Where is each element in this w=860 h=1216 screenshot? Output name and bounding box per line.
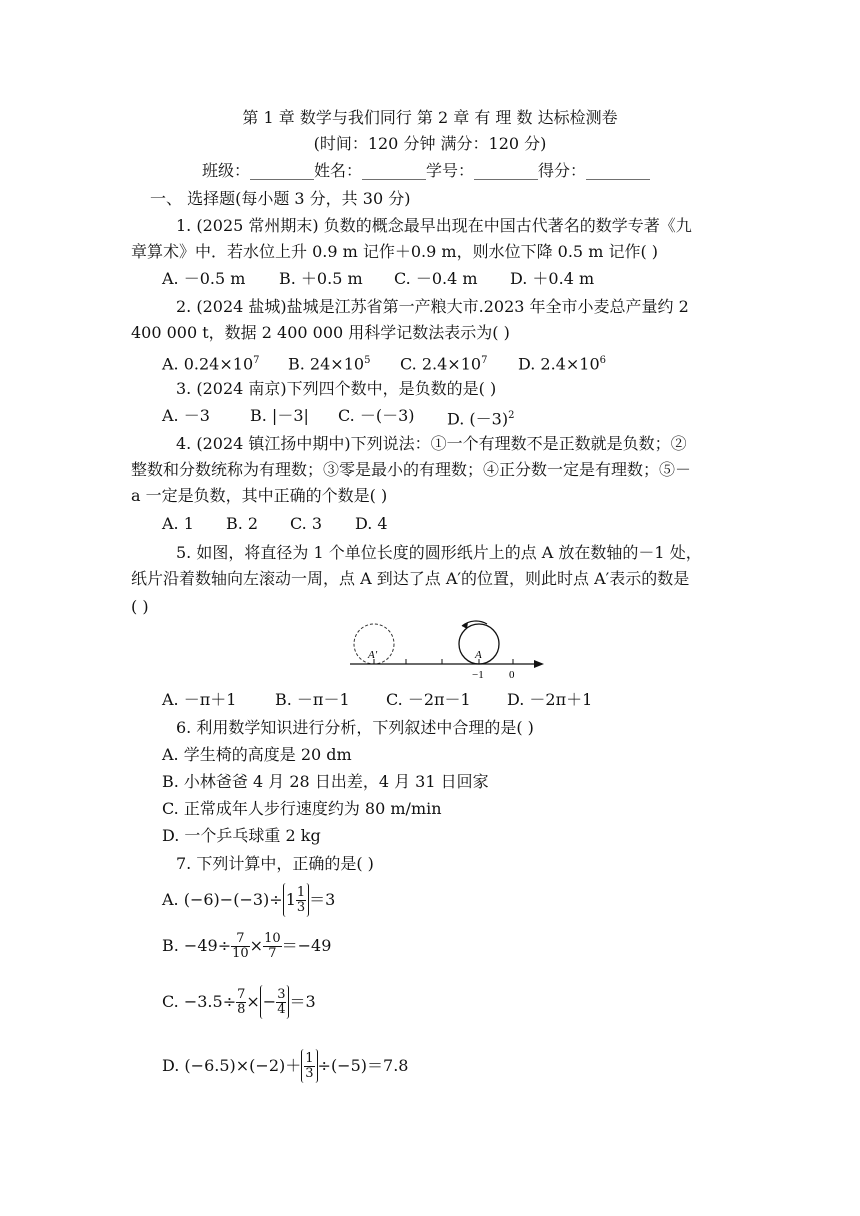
q6-option-b: B. 小林爸爸 4 月 28 日出差，4 月 31 日回家 [162, 772, 489, 791]
bracket-group: 1 $\frac{1}{3}$ [283, 883, 309, 917]
fraction: $\frac{7}{10}$ [232, 930, 249, 961]
label-a: A [475, 649, 482, 661]
q4-option-b: B. 2 [226, 514, 259, 533]
q2-line1: 2. (2024 盐城)盐城是江苏省第一产粮大市.2023 年全市小麦总产量约 2 [176, 297, 689, 316]
exam-subtitle: (时间：120 分钟 满分：120 分) [313, 134, 547, 153]
q7-option-c: C. −3.5÷ $\frac{7}{8}$ × − $\frac{3}{4}$ ＝3 [162, 980, 316, 1024]
q2-line2: 400 000 t，数据 2 400 000 用科学记数法表示为( ) [131, 323, 510, 342]
q7-option-a: A. (−6)−(−3)÷ 1 $\frac{1}{3}$ ＝3 [162, 878, 335, 922]
q2-option-d: D. $2.4\times 10^6$ [518, 354, 607, 374]
q5-option-c: C. －2π－1 [386, 690, 471, 709]
axis-arrow-icon [534, 660, 544, 668]
q1-option-b: B. ＋0.5 m [279, 269, 363, 288]
q3-option-d: D. $(-3)^2$ [447, 409, 515, 429]
q1-option-d: D. ＋0.4 m [510, 269, 595, 288]
student-info-line: 班级：________姓名：________学号：________得分：________ [202, 161, 651, 180]
q6-option-d: D. 一个乒乓球重 2 kg [162, 826, 321, 845]
q1-option-c: C. －0.4 m [394, 269, 478, 288]
q4-line2: 整数和分数统称为有理数；③零是最小的有理数；④正分数一定是有理数；⑤－ [131, 460, 692, 479]
bracket-group [301, 1049, 317, 1083]
q6-option-c: C. 正常成年人步行速度约为 80 m/min [162, 799, 442, 818]
q4-line3: a 一定是负数，其中正确的个数是( ) [131, 486, 388, 505]
label-a-prime: A′ [368, 649, 378, 661]
q5-option-d: D. －2π＋1 [507, 690, 593, 709]
section-heading: 一、 选择题(每小题 3 分，共 30 分) [150, 189, 411, 208]
q2-option-c: C. $2.4\times 10^7$ [400, 354, 488, 374]
q1-option-a: A. －0.5 m [162, 269, 246, 288]
fraction: $\frac{7}{8}$ [237, 986, 246, 1017]
number-line-figure [344, 612, 554, 684]
q2-option-a: A. $0.24\times 10^7$ [162, 354, 260, 374]
q3-option-c: C. －(－3) [338, 406, 415, 425]
fraction: $\frac{10}{7}$ [264, 930, 281, 961]
q2-option-b: B. $24\times 10^5$ [288, 354, 371, 374]
q7-option-b: B. −49÷ $\frac{7}{10}$ × $\frac{10}{7}$ ＝−49 [162, 930, 332, 961]
fraction: $\frac{1}{3}$ [305, 1050, 314, 1081]
q5-line3: ( ) [131, 597, 149, 616]
q5-line2: 纸片沿着数轴向左滚动一周，点 A 到达了点 A′的位置，则此时点 A′表示的数是 [131, 569, 690, 588]
q5-line1: 5. 如图，将直径为 1 个单位长度的圆形纸片上的点 A 放在数轴的－1 处， [176, 543, 702, 562]
q6-option-a: A. 学生椅的高度是 20 dm [162, 745, 352, 764]
fraction: $\frac{1}{3}$ [296, 884, 306, 915]
q4-option-c: C. 3 [290, 514, 323, 533]
label-zero: 0 [509, 669, 515, 681]
bracket-group: − $\frac{3}{4}$ [260, 985, 290, 1019]
q1-line1: 1. (2025 常州期末) 负数的概念最早出现在中国古代著名的数学专著《九 [176, 216, 692, 235]
arrow-head-icon [462, 622, 468, 629]
q7-line1: 7. 下列计算中，正确的是( ) [176, 854, 374, 873]
q5-option-a: A. －π＋1 [162, 690, 237, 709]
fraction: $\frac{3}{4}$ [277, 986, 286, 1017]
q7-option-d: D. (−6.5)×(−2)＋ $\frac{1}{3}$ ÷(−5)＝7.8 [162, 1044, 408, 1088]
q3-option-b: B. |－3| [250, 406, 309, 425]
q1-line2: 章算术》中．若水位上升 0.9 m 记作＋0.9 m，则水位下降 0.5 m 记作( ) [131, 242, 659, 261]
q4-option-d: D. 4 [355, 514, 388, 533]
label-minus-one: −1 [472, 669, 484, 681]
q6-line1: 6. 利用数学知识进行分析，下列叙述中合理的是( ) [176, 718, 534, 737]
q4-option-a: A. 1 [162, 514, 194, 533]
q3-option-a: A. －3 [162, 406, 210, 425]
q4-line1: 4. (2024 镇江扬中期中)下列说法：①一个有理数不是正数就是负数；② [176, 434, 687, 453]
q3-line1: 3. (2024 南京)下列四个数中，是负数的是( ) [176, 379, 497, 398]
q5-option-b: B. －π－1 [275, 690, 350, 709]
exam-title: 第 1 章 数学与我们同行 第 2 章 有 理 数 达标检测卷 [242, 108, 618, 127]
